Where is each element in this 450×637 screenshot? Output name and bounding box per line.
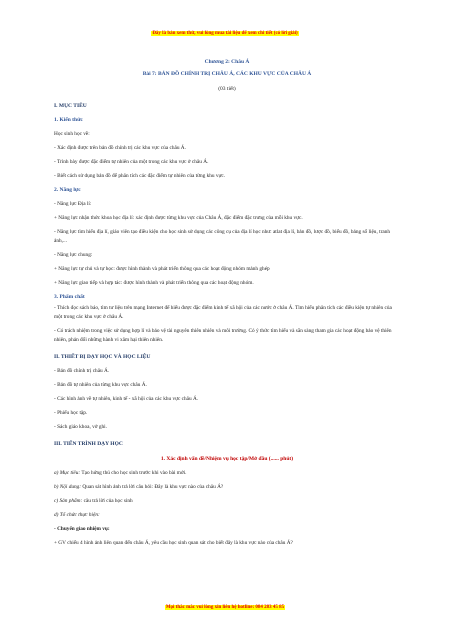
competence-item: - Năng lực Địa lí:	[54, 201, 92, 207]
product-label: c) Sản phẩm:	[54, 498, 83, 504]
activity-organization: d) Tổ chức thực hiện:	[54, 512, 100, 518]
qualities-item: - Thích đọc sách báo, tìm tư liệu trên mạng Internet để hiểu được đặc điểm kinh tế xã hội của các nước ở châu Á. Tìm hiểu phân tích các điều kiện tự nhiên của một trong các khu vực ở châu Á.	[54, 305, 392, 320]
equipment-item: - Sách giáo khoa, vở ghi.	[54, 424, 107, 430]
document-body	[54, 58, 400, 548]
task-transfer-heading: - Chuyển giao nhiệm vụ:	[54, 526, 110, 532]
subheading-competence: 2. Năng lực	[54, 187, 81, 193]
equipment-item: - Phiếu học tập.	[54, 410, 88, 416]
equipment-item: - Các hình ảnh về tự nhiên, kinh tế - xã hội của các khu vực châu Á.	[54, 396, 199, 402]
knowledge-item: - Trình bày được đặc điểm tự nhiên của một trong các khu vực ở châu Á.	[54, 159, 209, 165]
section-heading-objectives: I. MỤC TIÊU	[54, 103, 87, 109]
teacher-instruction: + GV chiếu 4 hình ảnh liên quan đến châu Á, yêu cầu học sinh quan sát cho biết đây là khu vực nào của châu Á?	[54, 540, 293, 546]
goal-label: a) Mục tiêu:	[54, 470, 81, 476]
competence-item: + Năng lực tự chủ và tự học: được hình thành và phát triển thông qua các hoạt động nhóm mảnh ghép	[54, 266, 270, 272]
content-text: Quan sát hình ảnh trả lời câu hỏi: Đây là khu vực nào của châu Á?	[81, 484, 224, 490]
knowledge-item: - Xác định được trên bản đồ chính trị các khu vực của châu Á.	[54, 145, 186, 151]
hotline-banner	[0, 605, 450, 610]
qualities-item: - Có trách nhiệm trong việc sử dụng hợp lí và bảo vệ tài nguyên thiên nhiên và môi trường. Có ý thức tìm hiểu và sẵn sàng tham gia các hoạt động bảo vệ thiên nhiên, phản đối những hành vi xâm hại thiên nhiên.	[54, 328, 392, 343]
section-heading-procedure: III. TIẾN TRÌNH DẠY HỌC	[54, 441, 123, 447]
competence-item: - Năng lực chung:	[54, 252, 93, 258]
knowledge-item: - Biết cách sử dụng bản đồ để phân tích các đặc điểm tự nhiên của từng khu vực.	[54, 173, 226, 179]
activity-content	[54, 483, 400, 492]
hotline-text: Mọi thắc mắc vui lòng xin liên hệ hotline: 084 283 45 85	[165, 605, 285, 610]
preview-banner-text: Đây là bản xem thử, vui lòng mua tài liệu để xem chi tiết (có lời giải)	[152, 31, 298, 36]
chapter-title: Chương 2: Châu Á	[204, 59, 250, 65]
goal-text: Tạo hứng thú cho học sinh trước khi vào bài mới.	[80, 470, 187, 476]
activity-product	[54, 497, 400, 506]
equipment-item: - Bản đồ tự nhiên của từng khu vực châu Á.	[54, 382, 147, 388]
content-label: b) Nội dung:	[54, 484, 82, 490]
activity-heading: 1. Xác định vấn đề/Nhiệm vụ học tập/Mở đầu (...... phút)	[160, 456, 294, 462]
competence-item: + Năng lực giao tiếp và hợp tác: được hình thành và phát triển thông qua các hoạt động nhóm.	[54, 280, 254, 286]
competence-item: - Năng lực tìm hiểu địa lí, giáo viên tạo điều kiện cho học sinh sử dụng các công cụ của địa lí học như: atlat địa lí, bản đồ, lược đồ, biểu đồ, bảng số liệu, tranh ảnh,...	[54, 229, 390, 244]
subheading-qualities: 3. Phẩm chất	[54, 294, 85, 300]
lesson-title: Bài 7: BẢN ĐỒ CHÍNH TRỊ CHÂU Á, CÁC KHU VỰC CỦA CHÂU Á	[142, 71, 312, 77]
product-text: câu trả lời của học sinh	[82, 498, 133, 504]
activity-goal	[54, 469, 400, 478]
preview-banner	[0, 31, 450, 36]
knowledge-intro: Học sinh học về:	[54, 131, 90, 137]
lesson-periods: (03 tiết)	[218, 86, 236, 92]
competence-item: + Năng lực nhận thức khoa học địa lí: xác định được từng khu vực của Châu Á, đặc điểm đặc trưng của mỗi khu vực.	[54, 215, 303, 221]
subheading-knowledge: 1. Kiến thức	[54, 117, 83, 123]
equipment-item: - Bản đồ chính trị châu Á.	[54, 368, 110, 374]
section-heading-equipment: II. THIẾT BỊ DẠY HỌC VÀ HỌC LIỆU	[54, 354, 151, 360]
